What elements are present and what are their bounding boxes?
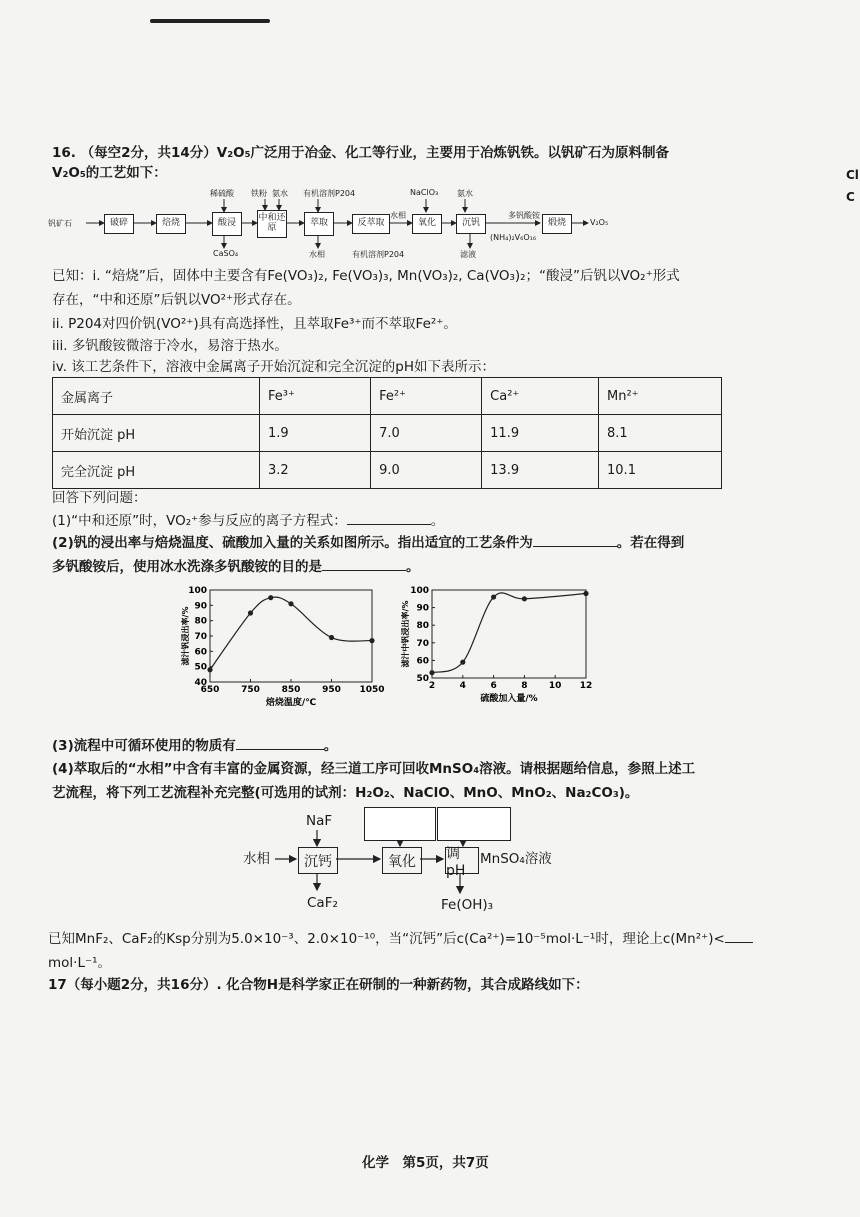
table-header-cell: Fe³⁺ (260, 378, 371, 415)
table-header-cell: Fe²⁺ (371, 378, 482, 415)
sub2b-period: 。 (406, 559, 420, 575)
sub-question-4b: 艺流程，将下列工艺流程补充完整(可选用的试剂：H₂O₂、NaClO、MnO、MnO₂、Na₂CO₃)。 (52, 785, 639, 801)
table-header-cell: Ca²⁺ (482, 378, 599, 415)
flow-end: V₂O₅ (590, 218, 609, 227)
table-cell: 1.9 (260, 415, 371, 452)
answer-prompt: 回答下列问题： (52, 490, 147, 506)
flow-output-filtrate: 滤液 (460, 250, 476, 259)
flow-step-crush: 破碎 (104, 214, 134, 234)
flow-label-polyvanadate: 多钒酸铵 (508, 211, 540, 220)
flow-input-p204: 有机溶剂P204 (303, 189, 356, 198)
flow-step-neutralize: 中和还原 (257, 210, 287, 238)
known-1b: 存在，“中和还原”后钒以VO²⁺形式存在。 (52, 292, 301, 308)
flow-step-extract: 萃取 (304, 212, 334, 236)
table-cell: 开始沉淀 pH (53, 415, 260, 452)
q16-header: 16. （每空2分，共14分）V₂O₅广泛用于冶金、化工等行业，主要用于冶炼钒铁。以钒矿石为原料制备 (52, 145, 670, 161)
sub2a-text: (2)钒的浸出率与焙烧温度、硫酸加入量的关系如图所示。指出适宜的工艺条件为 (52, 535, 533, 551)
sub2b-text: 多钒酸铵后，使用冰水洗涤多钒酸铵的目的是 (52, 559, 322, 575)
y-tick-label: 60 (194, 647, 207, 658)
y-tick-label: 60 (416, 656, 429, 667)
flow2-reagent-blank-2[interactable] (437, 807, 511, 841)
table-cell: 8.1 (599, 415, 722, 452)
x-tick-label: 4 (459, 681, 466, 691)
flow2-reagent-blank-1[interactable] (364, 807, 436, 841)
flow-start: 钒矿石 (48, 219, 72, 228)
flow-output-p204: 有机溶剂P204 (352, 250, 405, 259)
flow2-output-caf2: CaF₂ (307, 895, 338, 911)
y-tick-label: 80 (194, 616, 207, 627)
flow2-output-feoh3: Fe(OH)₃ (441, 897, 494, 913)
y-tick-label: 70 (194, 632, 207, 642)
flow-step-roast: 焙烧 (156, 214, 186, 234)
sub2a-end: 。若在得到 (616, 535, 685, 551)
flow-output-caso4: CaSO₄ (213, 249, 239, 258)
sub-question-4a: (4)萃取后的“水相”中含有丰富的金属资源，经三道工序可回收MnSO₄溶液。请根据题给信息，参照上述工 (52, 761, 696, 777)
table-cell: 7.0 (371, 415, 482, 452)
table-cell: 9.0 (371, 452, 482, 489)
x-tick-label: 12 (579, 681, 593, 691)
y-tick-label: 40 (194, 678, 207, 688)
flow2-end: MnSO₄溶液 (480, 851, 552, 867)
table-cell: 11.9 (482, 415, 599, 452)
y-axis-label: 滤汁钒浸出率/% (181, 606, 190, 666)
x-tick-label: 950 (322, 685, 341, 695)
sub1-text: (1)“中和还原”时，VO₂⁺参与反应的离子方程式： (52, 513, 347, 529)
x-tick-label: 6 (490, 681, 497, 691)
x-axis-label: 焙烧温度/℃ (265, 698, 317, 708)
edge-char-1: Cl (846, 168, 859, 182)
known-2: ii. P204对四价钒(VO²⁺)具有高选择性，且萃取Fe³⁺而不萃取Fe²⁺。 (52, 316, 457, 332)
q17-header: 17（每小题2分，共16分）. 化合物H是科学家正在研制的一种新药物，其合成路线如下： (48, 977, 589, 993)
flow2-step-calcium: 沉钙 (298, 847, 338, 874)
flow-input-sulfuric-acid: 稀硫酸 (210, 189, 234, 198)
y-axis-label: 滤汁中钒浸出率/% (401, 600, 410, 668)
sub1-period: 。 (430, 513, 445, 529)
flow-step-oxidize: 氧化 (412, 214, 442, 234)
flow-step-back-extract: 反萃取 (352, 214, 390, 234)
table-cell: 13.9 (482, 452, 599, 489)
y-tick-label: 50 (416, 674, 429, 684)
answer-blank-5[interactable] (725, 928, 753, 943)
y-tick-label: 70 (416, 638, 429, 649)
flow2-reagent: NaF (306, 813, 333, 829)
edge-char-2: C (846, 190, 855, 204)
table-cell: 3.2 (260, 452, 371, 489)
page-footer: 化学 第5页，共7页 (362, 1155, 489, 1171)
ksp-line-b: mol·L⁻¹。 (48, 955, 112, 971)
flow-step-acid-leach: 酸浸 (212, 212, 242, 236)
known-1a: 已知：i. “焙烧”后，固体中主要含有Fe(VO₃)₂, Fe(VO₃)₃, Mn(VO₃)₂, Ca(VO₃)₂；“酸浸”后钒以VO₂⁺形式 (52, 268, 680, 284)
flow2-start: 水相 (243, 851, 270, 867)
table-cell: 完全沉淀 pH (53, 452, 260, 489)
known-3: iii. 多钒酸铵微溶于冷水，易溶于热水。 (52, 338, 288, 354)
y-tick-label: 90 (416, 603, 429, 614)
y-tick-label: 100 (410, 586, 429, 596)
flow-input-iron-powder: 铁粉 (251, 189, 267, 198)
flow-label-aqueous: 水相 (390, 211, 406, 220)
sub3-text: (3)流程中可循环使用的物质有 (52, 738, 236, 754)
ksp-a-text: 已知MnF₂、CaF₂的Ksp分别为5.0×10⁻³、2.0×10⁻¹⁰，当“沉钙”后c(Ca²⁺)=10⁻⁵mol·L⁻¹时，理论上c(Mn²⁺)< (48, 931, 725, 947)
ksp-line-a (48, 928, 753, 949)
y-tick-label: 80 (416, 621, 429, 632)
flow2-step-oxidize: 氧化 (382, 847, 422, 874)
x-tick-label: 850 (281, 685, 301, 695)
table-header-cell: Mn²⁺ (599, 378, 722, 415)
flow2-step-ph: 调pH (445, 847, 479, 874)
flow-step-precipitate: 沉钒 (456, 214, 486, 234)
x-tick-label: 8 (521, 681, 528, 691)
sub3-period: 。 (323, 738, 338, 754)
x-tick-label: 1050 (359, 685, 385, 695)
x-tick-label: 2 (428, 681, 436, 691)
known-4: iv. 该工艺条件下，溶液中金属离子开始沉淀和完全沉淀的pH如下表所示： (52, 359, 495, 375)
x-tick-label: 650 (200, 685, 220, 695)
flow-step-calcine: 煅烧 (542, 214, 572, 234)
x-tick-label: 750 (241, 685, 260, 695)
table-cell: 10.1 (599, 452, 722, 489)
flow-label-formula: (NH₄)₂V₆O₁₆ (490, 233, 537, 242)
flow-input-naclo3: NaClO₃ (410, 188, 439, 197)
y-tick-label: 100 (188, 586, 207, 596)
flow-input-ammonia: 氨水 (272, 189, 288, 198)
y-tick-label: 50 (194, 662, 207, 673)
flow-input-ammonia-2: 氨水 (457, 189, 473, 198)
x-tick-label: 10 (548, 681, 562, 691)
q16-header-2: V₂O₅的工艺如下： (52, 165, 167, 181)
flow-output-aqueous: 水相 (309, 250, 325, 259)
y-tick-label: 90 (194, 601, 207, 612)
table-header-cell: 金属离子 (53, 378, 260, 415)
x-axis-label: 硫酸加入量/% (480, 694, 538, 704)
